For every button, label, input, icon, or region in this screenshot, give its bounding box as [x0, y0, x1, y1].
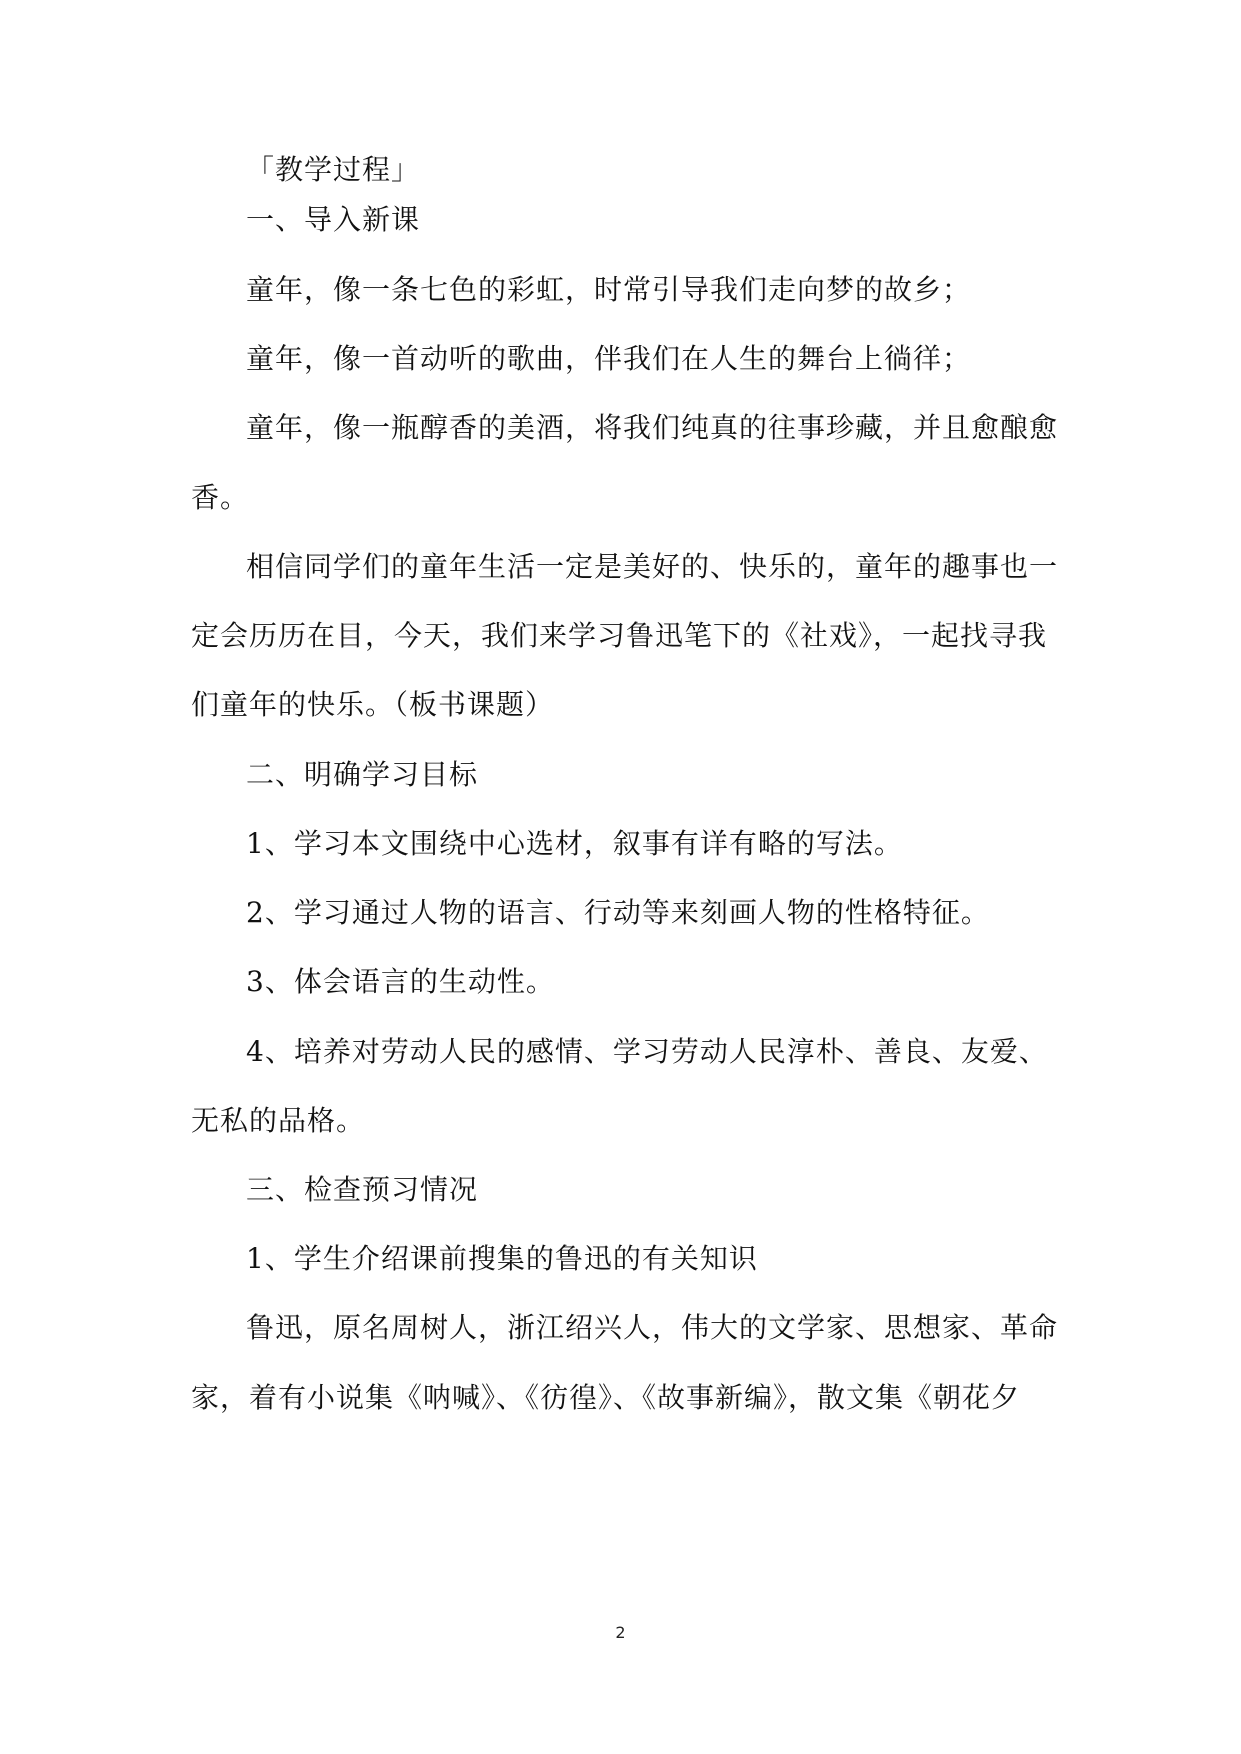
paragraph-line: 童年，像一条七色的彩虹，时常引导我们走向梦的故乡；: [246, 273, 972, 306]
paragraph-line: 家，着有小说集《呐喊》、《彷徨》、《故事新编》，散文集《朝花夕: [191, 1381, 1021, 1414]
paragraph-line: 童年，像一首动听的歌曲，伴我们在人生的舞台上徜徉；: [246, 342, 972, 375]
paragraph-line: 香。: [191, 481, 250, 514]
paragraph-line: 鲁迅，原名周树人，浙江绍兴人，伟大的文学家、思想家、革命: [246, 1311, 1059, 1344]
list-item: 1、学生介绍课前搜集的鲁迅的有关知识: [246, 1242, 758, 1275]
section-heading-intro: 一、导入新课: [246, 203, 421, 236]
list-item: 4、培养对劳动人民的感情、学习劳动人民淳朴、善良、友爱、: [246, 1035, 1048, 1068]
list-item-continuation: 无私的品格。: [191, 1104, 366, 1137]
section-heading-preview: 三、检查预习情况: [246, 1173, 479, 1206]
list-item: 1、学习本文围绕中心选材，叙事有详有略的写法。: [246, 827, 903, 860]
list-item: 2、学习通过人物的语言、行动等来刻画人物的性格特征。: [246, 896, 990, 929]
paragraph-line: 童年，像一瓶醇香的美酒，将我们纯真的往事珍藏，并且愈酿愈: [246, 411, 1059, 444]
paragraph-line: 定会历历在目，今天，我们来学习鲁迅笔下的《社戏》，一起找寻我: [191, 619, 1048, 652]
paragraph-line: 们童年的快乐。（板书课题）: [191, 688, 555, 721]
list-item: 3、体会语言的生动性。: [246, 965, 555, 998]
page-number: 2: [615, 1623, 626, 1642]
section-heading-teaching-process: 「教学过程」: [246, 153, 421, 186]
section-heading-objectives: 二、明确学习目标: [246, 758, 479, 791]
paragraph-line: 相信同学们的童年生活一定是美好的、快乐的，童年的趣事也一: [246, 550, 1059, 583]
